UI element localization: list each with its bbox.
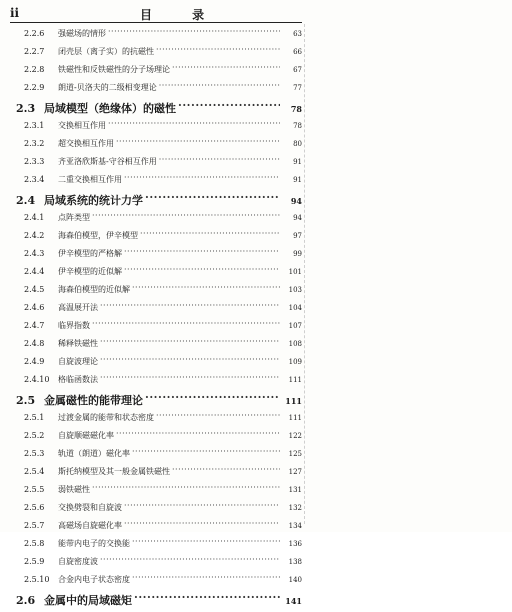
toc-entry-number: 2.5.10 — [24, 575, 50, 584]
toc-entry-title: 自旋波理论 — [58, 357, 98, 366]
toc-entry-number: 2.5.7 — [24, 521, 45, 530]
toc-entry-page: 104 — [288, 304, 302, 312]
page-edge — [304, 24, 305, 524]
toc-entry-page: 101 — [288, 268, 302, 276]
toc-entry-title: 朗道-贝洛夫的二级相变理论 — [58, 83, 157, 92]
toc-entry-number: 2.5.2 — [24, 431, 45, 440]
toc-section-row — [16, 100, 302, 120]
dot-leader — [178, 101, 280, 112]
table-of-contents — [16, 28, 302, 612]
toc-subsection-row — [16, 538, 302, 556]
toc-entry-title: 自旋密度波 — [58, 557, 98, 566]
toc-entry-page: 108 — [288, 340, 302, 348]
toc-subsection-row — [16, 82, 302, 100]
toc-subsection-row — [16, 120, 302, 138]
toc-entry-title: 伊辛模型的近似解 — [58, 267, 122, 276]
toc-entry-page: 63 — [293, 30, 302, 38]
toc-section-row — [16, 592, 302, 612]
toc-entry-title: 斯托纳模型及其一般金属铁磁性 — [58, 467, 170, 476]
toc-entry-title: 合金内电子状态密度 — [58, 575, 130, 584]
toc-entry-title: 交换劈裂和自旋波 — [58, 503, 122, 512]
toc-entry-number: 2.2.7 — [24, 47, 45, 56]
toc-entry-number: 2.5 — [16, 394, 36, 407]
dot-leader — [124, 266, 280, 274]
toc-entry-page: 80 — [293, 140, 302, 148]
dot-leader — [132, 538, 280, 546]
toc-entry-number: 2.4.2 — [24, 231, 45, 240]
toc-subsection-row — [16, 212, 302, 230]
dot-leader — [134, 593, 280, 604]
toc-entry-number: 2.5.9 — [24, 557, 45, 566]
toc-entry-title: 金属中的局域磁矩 — [44, 594, 132, 607]
toc-entry-page: 103 — [288, 286, 302, 294]
toc-subsection-row — [16, 430, 302, 448]
toc-entry-page: 66 — [293, 48, 302, 56]
dot-leader — [92, 484, 280, 492]
dot-leader — [159, 156, 280, 164]
toc-entry-page: 141 — [285, 596, 302, 606]
toc-entry-page: 111 — [288, 376, 302, 384]
toc-subsection-row — [16, 230, 302, 248]
toc-entry-page: 91 — [293, 158, 302, 166]
dot-leader — [100, 356, 280, 364]
header-divider — [10, 22, 302, 23]
dot-leader — [100, 302, 280, 310]
toc-entry-number: 2.3.4 — [24, 175, 45, 184]
toc-entry-title: 自旋顺磁磁化率 — [58, 431, 114, 440]
toc-entry-number: 2.4.7 — [24, 321, 45, 330]
toc-entry-number: 2.2.6 — [24, 29, 45, 38]
toc-subsection-row — [16, 338, 302, 356]
toc-entry-page: 111 — [285, 396, 302, 406]
toc-entry-page: 91 — [293, 176, 302, 184]
toc-subsection-row — [16, 64, 302, 82]
page-number: ii — [10, 6, 20, 20]
toc-entry-number: 2.5.3 — [24, 449, 45, 458]
toc-entry-title: 二重交换相互作用 — [58, 175, 122, 184]
dot-leader — [124, 248, 280, 256]
toc-entry-title: 海森伯模型的近似解 — [58, 285, 130, 294]
toc-entry-number: 2.4.4 — [24, 267, 45, 276]
toc-entry-page: 122 — [288, 432, 302, 440]
toc-entry-number: 2.4.9 — [24, 357, 45, 366]
dot-leader — [132, 574, 280, 582]
toc-section-row — [16, 192, 302, 212]
dot-leader — [92, 320, 280, 328]
page-title: 目 录 — [140, 8, 223, 22]
dot-leader — [92, 212, 280, 220]
toc-entry-title: 超交换相互作用 — [58, 139, 114, 148]
toc-entry-page: 99 — [293, 250, 302, 258]
toc-subsection-row — [16, 266, 302, 284]
toc-entry-title: 交换相互作用 — [58, 121, 106, 130]
dot-leader — [132, 284, 280, 292]
dot-leader — [124, 174, 280, 182]
toc-entry-number: 2.5.6 — [24, 503, 45, 512]
toc-entry-page: 77 — [293, 84, 302, 92]
toc-entry-page: 107 — [288, 322, 302, 330]
toc-entry-page: 132 — [288, 504, 302, 512]
toc-entry-page: 131 — [288, 486, 302, 494]
toc-entry-title: 稀释铁磁性 — [58, 339, 98, 348]
toc-entry-title: 强磁场的情形 — [58, 29, 106, 38]
toc-entry-number: 2.3.1 — [24, 121, 45, 130]
page-header — [10, 6, 302, 22]
dot-leader — [132, 448, 280, 456]
toc-entry-title: 点阵类型 — [58, 213, 90, 222]
toc-entry-number: 2.2.8 — [24, 65, 45, 74]
toc-entry-number: 2.6 — [16, 594, 36, 607]
toc-entry-number: 2.4.5 — [24, 285, 45, 294]
toc-entry-number: 2.4 — [16, 194, 36, 207]
toc-subsection-row — [16, 448, 302, 466]
dot-leader — [100, 338, 280, 346]
dot-leader — [100, 374, 280, 382]
toc-entry-page: 138 — [288, 558, 302, 566]
toc-entry-page: 97 — [293, 232, 302, 240]
dot-leader — [108, 28, 280, 36]
toc-entry-title: 轨道（朗道）磁化率 — [58, 449, 130, 458]
toc-subsection-row — [16, 374, 302, 392]
toc-entry-number: 2.5.4 — [24, 467, 45, 476]
toc-entry-page: 67 — [293, 66, 302, 74]
toc-entry-number: 2.3.2 — [24, 139, 45, 148]
toc-entry-number: 2.2.9 — [24, 83, 45, 92]
toc-entry-number: 2.3.3 — [24, 157, 45, 166]
toc-entry-number: 2.5.5 — [24, 485, 45, 494]
toc-subsection-row — [16, 520, 302, 538]
toc-subsection-row — [16, 356, 302, 374]
toc-entry-title: 闭壳层（离子实）的抗磁性 — [58, 47, 154, 56]
dot-leader — [145, 193, 280, 204]
toc-subsection-row — [16, 556, 302, 574]
dot-leader — [156, 412, 280, 420]
toc-subsection-row — [16, 466, 302, 484]
toc-entry-page: 111 — [288, 414, 302, 422]
dot-leader — [159, 82, 280, 90]
toc-entry-number: 2.5.8 — [24, 539, 45, 548]
toc-entry-title: 金属磁性的能带理论 — [44, 394, 143, 407]
toc-entry-title: 海森伯模型，伊辛模型 — [58, 231, 138, 240]
toc-entry-page: 94 — [293, 214, 302, 222]
toc-entry-page: 94 — [290, 196, 302, 206]
toc-subsection-row — [16, 302, 302, 320]
dot-leader — [124, 520, 280, 528]
toc-entry-number: 2.4.8 — [24, 339, 45, 348]
toc-entry-title: 过渡金属的能带和状态密度 — [58, 413, 154, 422]
toc-entry-title: 齐亚洛欣斯基-守谷相互作用 — [58, 157, 157, 166]
dot-leader — [124, 502, 280, 510]
toc-subsection-row — [16, 502, 302, 520]
toc-entry-page: 109 — [288, 358, 302, 366]
toc-entry-title: 局域模型（绝缘体）的磁性 — [44, 102, 176, 115]
toc-subsection-row — [16, 320, 302, 338]
toc-entry-page: 136 — [288, 540, 302, 548]
toc-entry-number: 2.4.3 — [24, 249, 45, 258]
dot-leader — [108, 120, 280, 128]
toc-entry-title: 局域系统的统计力学 — [44, 194, 143, 207]
toc-entry-page: 78 — [290, 104, 302, 114]
toc-entry-title: 高磁场自旋磁化率 — [58, 521, 122, 530]
dot-leader — [116, 430, 280, 438]
toc-entry-title: 高温展开法 — [58, 303, 98, 312]
dot-leader — [145, 393, 280, 404]
toc-subsection-row — [16, 412, 302, 430]
toc-entry-page: 78 — [293, 122, 302, 130]
toc-subsection-row — [16, 28, 302, 46]
toc-entry-title: 格临函数法 — [58, 375, 98, 384]
dot-leader — [156, 46, 280, 54]
toc-entry-title: 弱铁磁性 — [58, 485, 90, 494]
toc-subsection-row — [16, 284, 302, 302]
toc-entry-page: 140 — [288, 576, 302, 584]
toc-entry-number: 2.4.1 — [24, 213, 45, 222]
toc-entry-page: 127 — [288, 468, 302, 476]
toc-entry-title: 能带内电子的交换能 — [58, 539, 130, 548]
toc-subsection-row — [16, 46, 302, 64]
toc-subsection-row — [16, 248, 302, 266]
toc-subsection-row — [16, 174, 302, 192]
toc-section-row — [16, 392, 302, 412]
dot-leader — [172, 466, 280, 474]
toc-entry-title: 临界指数 — [58, 321, 90, 330]
toc-entry-title: 伊辛模型的严格解 — [58, 249, 122, 258]
toc-entry-page: 125 — [288, 450, 302, 458]
toc-subsection-row — [16, 484, 302, 502]
dot-leader — [172, 64, 280, 72]
toc-entry-page: 134 — [288, 522, 302, 530]
toc-entry-number: 2.4.6 — [24, 303, 45, 312]
toc-subsection-row — [16, 156, 302, 174]
toc-subsection-row — [16, 574, 302, 592]
toc-entry-number: 2.4.10 — [24, 375, 50, 384]
toc-subsection-row — [16, 138, 302, 156]
toc-entry-title: 铁磁性和反铁磁性的分子场理论 — [58, 65, 170, 74]
dot-leader — [100, 556, 280, 564]
toc-entry-number: 2.3 — [16, 102, 36, 115]
dot-leader — [140, 230, 280, 238]
dot-leader — [116, 138, 280, 146]
toc-entry-number: 2.5.1 — [24, 413, 45, 422]
